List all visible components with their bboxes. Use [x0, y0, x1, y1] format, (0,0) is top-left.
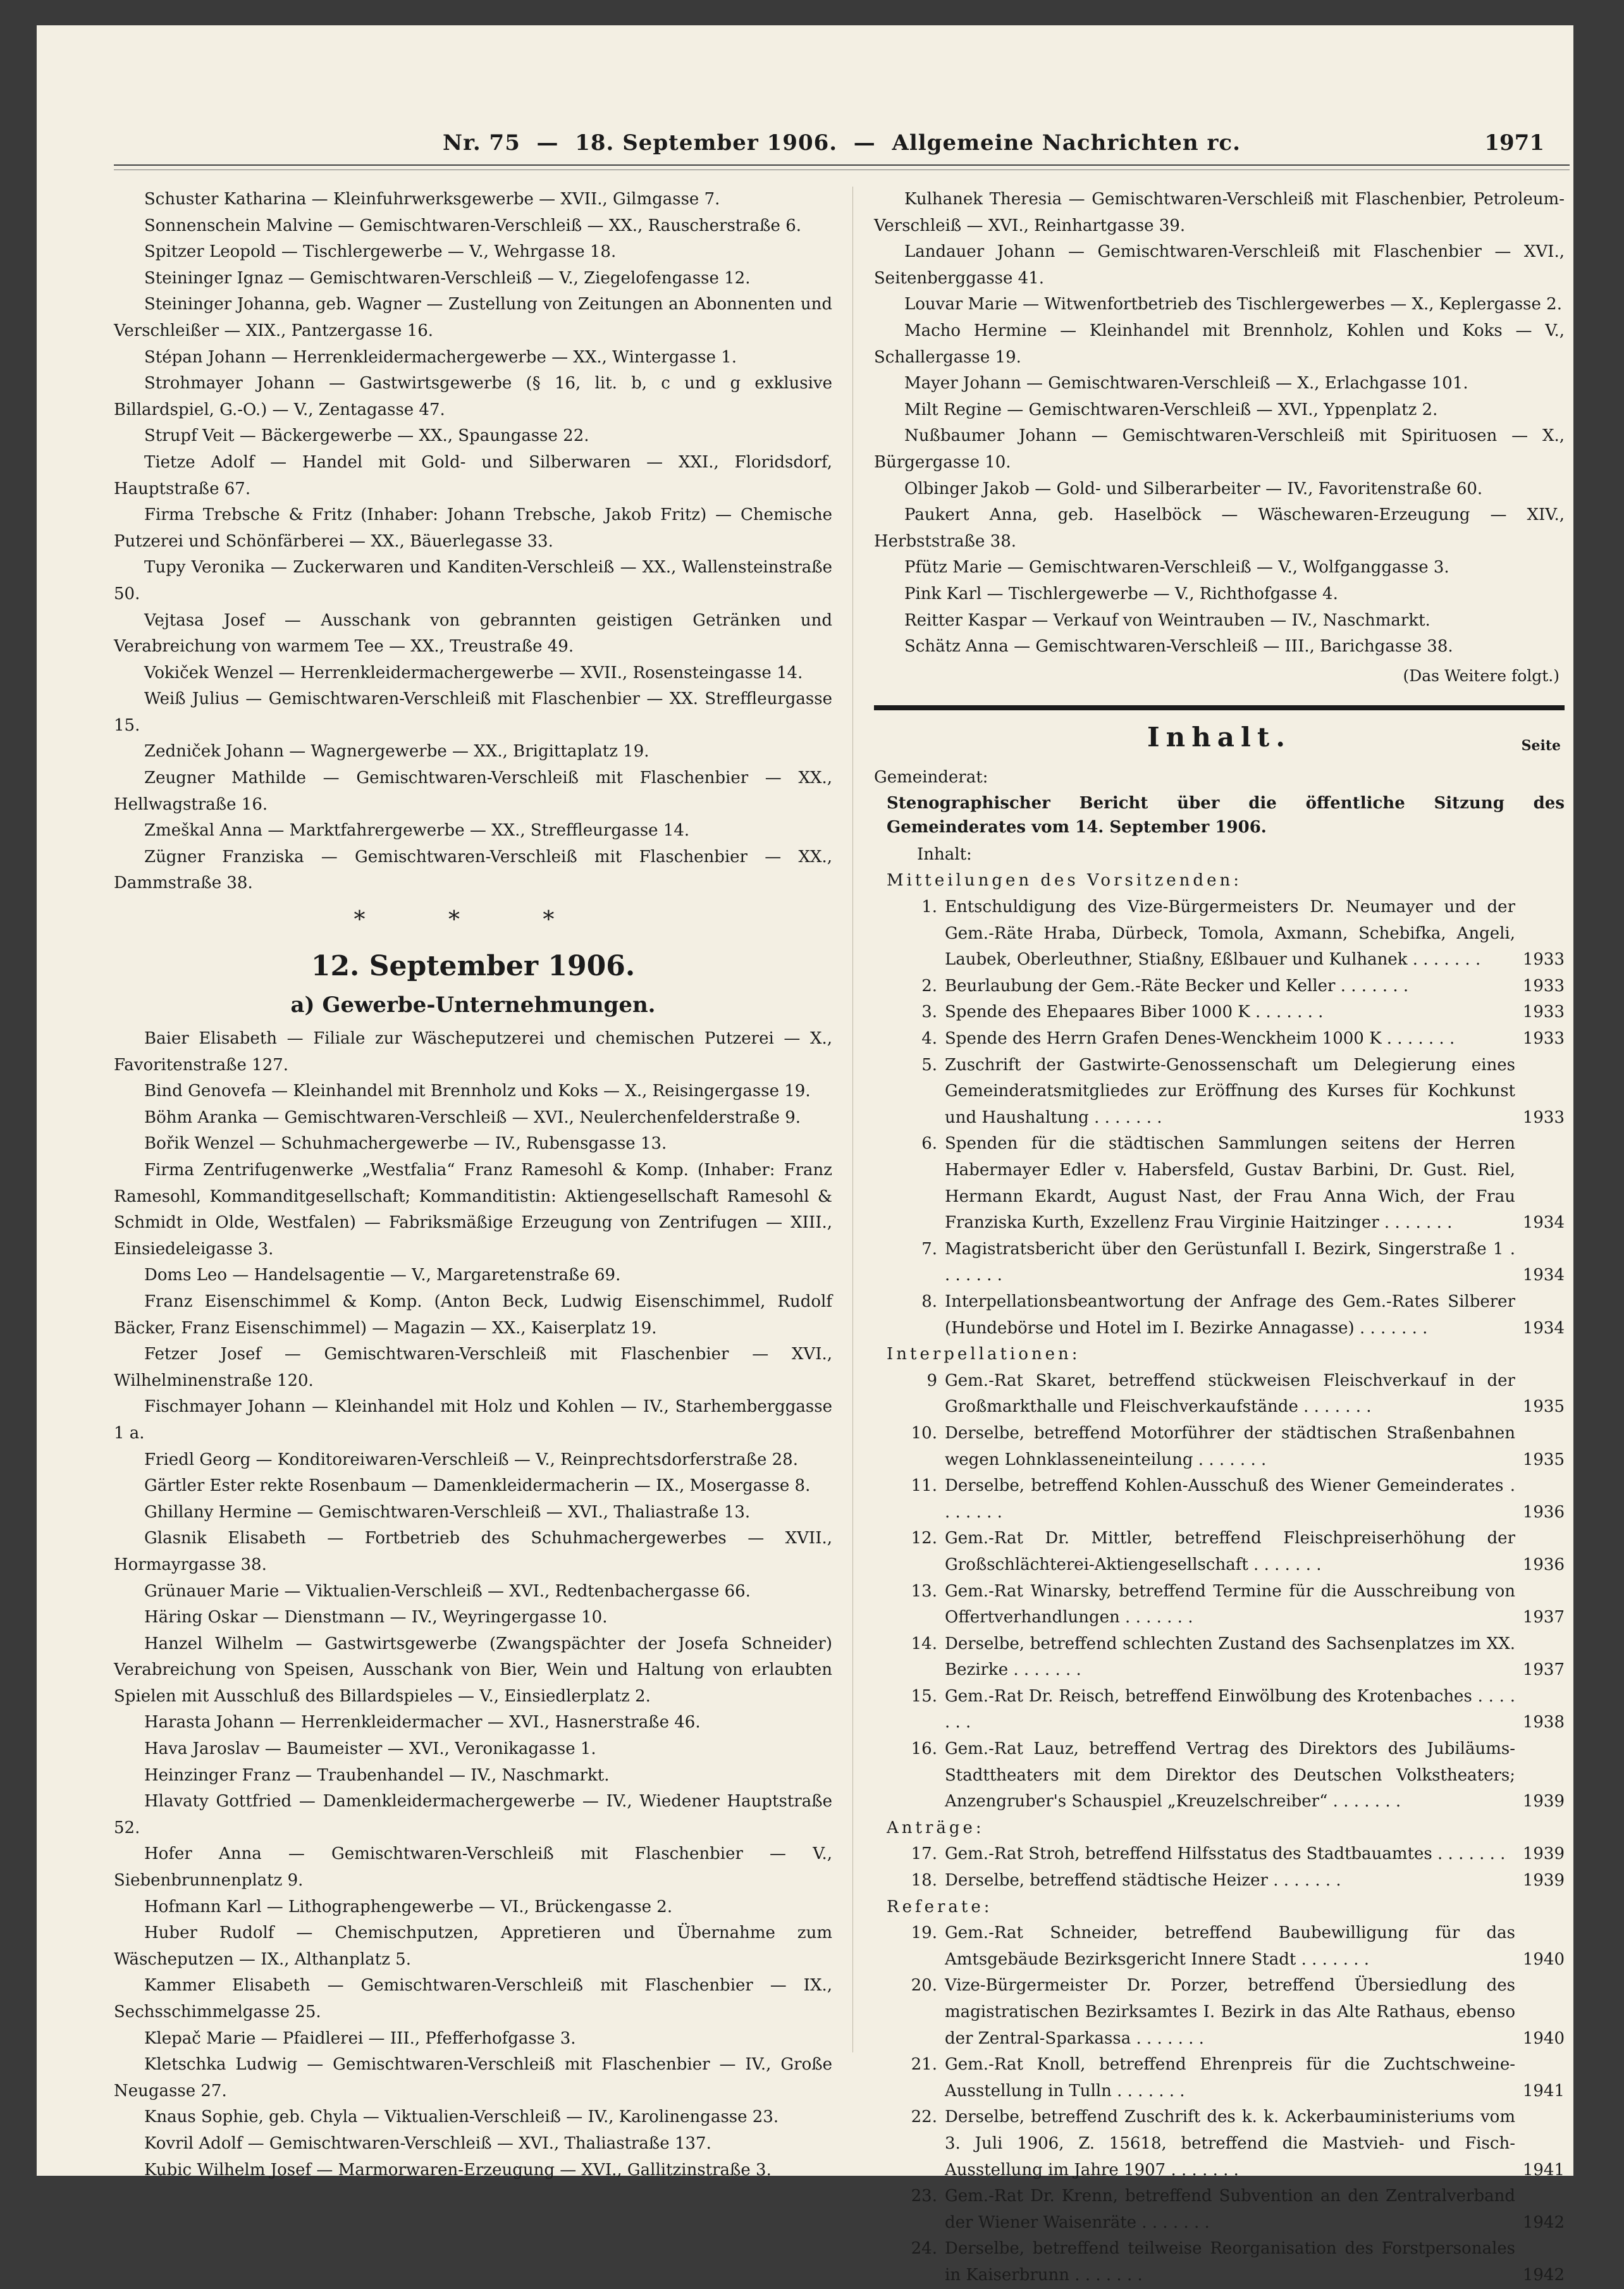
- toc-item: [874, 1579, 1565, 1631]
- register-entry: Zmeškal Anna — Marktfahrergewerbe — XX., Streffleurgasse 14.: [144, 821, 690, 841]
- toc-item: [874, 1868, 1565, 1894]
- register-entry: Baier Elisabeth — Filiale zur Wäscheputzerei und chemischen Putzerei — X., Favoritenstraße 127.: [114, 1029, 832, 1075]
- toc-group-label: Interpellationen:: [887, 1345, 1081, 1364]
- register-entry: Vokiček Wenzel — Herrenkleidermachergewerbe — XVII., Rosensteingasse 14.: [144, 663, 803, 682]
- header-section: Allgemeine Nachrichten rc.: [892, 130, 1241, 156]
- toc-item-number: 10.: [911, 1423, 937, 1443]
- toc-item-number: 6.: [921, 1134, 937, 1154]
- register-entry: Harasta Johann — Herrenkleidermacher — XVI., Hasnerstraße 46.: [144, 1713, 701, 1732]
- toc-item-page: 1941: [1522, 2081, 1565, 2101]
- toc-item-number: 5.: [921, 1055, 937, 1075]
- toc-item: [874, 2104, 1565, 2183]
- register-entry: Gärtler Ester rekte Rosenbaum — Damenkleidermacherin — IX., Mosergasse 8.: [144, 1476, 811, 1496]
- toc-item-number: 22.: [911, 2107, 937, 2127]
- register-entry: Friedl Georg — Konditoreiwaren-Verschleiß — V., Reinprechtsdorferstraße 28.: [144, 1450, 798, 1469]
- toc-item-number: 14.: [911, 1634, 937, 1653]
- toc-item: [874, 1026, 1565, 1052]
- toc-item: [874, 1526, 1565, 1578]
- toc-group-label: Referate:: [887, 1897, 993, 1916]
- toc-item-text: Gem.-Rat Schneider, betreffend Baubewilligung für das Amtsgebäude Bezirksgericht Innere Stadt . . . . . . .: [945, 1923, 1515, 1969]
- register-entry: Heinzinger Franz — Traubenhandel — IV., Naschmarkt.: [144, 1765, 610, 1785]
- toc-item-page: 1942: [1522, 2265, 1565, 2285]
- register-entry: Franz Eisenschimmel & Komp. (Anton Beck, Ludwig Eisenschimmel, Rudolf Bäcker, Franz Eisenschimmel) — Magazin — XX., Kaiserplatz 19.: [114, 1292, 832, 1338]
- toc-item-number: 2.: [921, 976, 937, 996]
- toc-item: [874, 1421, 1565, 1473]
- register-entry: Häring Oskar — Dienstmann — IV., Weyringergasse 10.: [144, 1608, 608, 1627]
- toc-item-text: Derselbe, betreffend städtische Heizer . . . . . . .: [945, 1871, 1341, 1891]
- register-entry: Pink Karl — Tischlergewerbe — V., Richthofgasse 4.: [904, 584, 1338, 603]
- page-header: [114, 121, 1570, 166]
- toc-rule: [874, 705, 1565, 710]
- toc-item-text: Derselbe, betreffend schlechten Zustand des Sachsenplatzes im XX. Bezirke . . . . . . .: [945, 1634, 1515, 1680]
- newspaper-page: [37, 25, 1573, 2285]
- right-entries: [874, 187, 1565, 660]
- toc-item-text: Gem.-Rat Winarsky, betreffend Termine für die Ausschreibung von Offertverhandlungen . . . . . . .: [945, 1581, 1515, 1627]
- register-entry: Kulhanek Theresia — Gemischtwaren-Verschleiß mit Flaschenbier, Petroleum-Verschleiß — XVI., Reinhartgasse 39.: [874, 190, 1565, 235]
- register-entry: Louvar Marie — Witwenfortbetrieb des Tischlergewerbes — X., Keplergasse 2.: [904, 295, 1562, 314]
- toc-item-text: Interpellationsbeantwortung der Anfrage des Gem.-Rates Silberer (Hundebörse und Hotel im I. Bezirke Annagasse) . . . . . . .: [945, 1292, 1515, 1338]
- toc-item-text: Magistratsbericht über den Gerüstunfall I. Bezirk, Singerstraße 1 . . . . . . .: [945, 1239, 1515, 1285]
- toc-item-text: Vize-Bürgermeister Dr. Porzer, betreffend Übersiedlung des magistratischen Bezirksamtes I. Bezirk in das Alte Rathaus, ebenso der Zentral-Sparkassa . . . . . . .: [945, 1976, 1515, 2048]
- toc-item-number: 3.: [921, 1003, 937, 1022]
- toc-item-page: 1937: [1522, 1608, 1565, 1627]
- toc-item-text: Gem.-Rat Dr. Mittler, betreffend Fleischpreiserhöhung der Großschlächterei-Aktiengesellschaft . . . . . . .: [945, 1529, 1515, 1574]
- header-line: Nr. 75 — 18. September 1906. — Allgemeine Nachrichten rc.: [443, 130, 1241, 156]
- register-entry: Glasnik Elisabeth — Fortbetrieb des Schuhmachergewerbes — XVII., Hormayrgasse 38.: [114, 1529, 832, 1574]
- toc-item-number: 23.: [911, 2187, 937, 2206]
- register-entry: Hava Jaroslav — Baumeister — XVI., Veronikagasse 1.: [144, 1739, 596, 1759]
- toc-item-page: 1938: [1522, 1713, 1565, 1732]
- toc-item-page: 1933: [1522, 1029, 1565, 1049]
- header-date: 18. September 1906.: [575, 130, 838, 156]
- toc-item: [874, 1368, 1565, 1421]
- register-entry: Milt Regine — Gemischtwaren-Verschleiß — XVI., Yppenplatz 2.: [904, 400, 1438, 419]
- toc-item: [874, 1841, 1565, 1868]
- register-entry: Bind Genovefa — Kleinhandel mit Brennholz und Koks — X., Reisingergasse 19.: [144, 1082, 811, 1101]
- toc-item-page: 1937: [1522, 1660, 1565, 1680]
- toc-item-text: Gem.-Rat Dr. Krenn, betreffend Subvention an den Zentralverband der Wiener Waisenräte . . . . . . .: [945, 2187, 1515, 2232]
- toc-item-page: 1941: [1522, 2160, 1565, 2180]
- toc-item-text: Spenden für die städtischen Sammlungen seitens der Herren Habermayer Edler v. Habersfeld, Gustav Barbini, Dr. Gust. Riel, Hermann Ekardt, August Nast, der Frau Anna Wich, der Frau Franziska Kurth, Exzellenz Frau Virginie Haitzinger . . . . . . .: [945, 1134, 1515, 1233]
- toc-item-page: 1933: [1522, 950, 1565, 970]
- toc-title: Inhalt.: [1147, 722, 1291, 753]
- toc-item-number: 20.: [911, 1976, 937, 1996]
- toc-item-text: Derselbe, betreffend Motorführer der städtischen Straßenbahnen wegen Lohnklasseneinteilung . . . . . . .: [945, 1423, 1515, 1469]
- toc-item: [874, 999, 1565, 1026]
- register-entry: Kovril Adolf — Gemischtwaren-Verschleiß — XVI., Thaliastraße 137.: [144, 2133, 711, 2153]
- toc-item-text: Spende des Herrn Grafen Denes-Wenckheim 1000 K . . . . . . .: [945, 1029, 1455, 1049]
- toc-item: [874, 1920, 1565, 1973]
- toc-inhalt-label: Inhalt:: [917, 844, 972, 864]
- register-entry: Hofmann Karl — Lithographengewerbe — VI., Brückengasse 2.: [144, 1897, 673, 1916]
- toc-item: [874, 2236, 1565, 2288]
- toc-item-text: Gem.-Rat Dr. Reisch, betreffend Einwölbung des Krotenbaches . . . . . . .: [945, 1686, 1515, 1732]
- toc-item-text: Spende des Ehepaares Biber 1000 K . . . . . . .: [945, 1003, 1324, 1022]
- toc-item-text: Derselbe, betreffend teilweise Reorganisation des Forstpersonales in Kaiserbrunn . . . . . . .: [945, 2239, 1515, 2285]
- left-entries-top: [114, 187, 832, 897]
- toc-item: [874, 973, 1565, 1000]
- register-entry: Paukert Anna, geb. Haselböck — Wäschewaren-Erzeugung — XIV., Herbststraße 38.: [874, 505, 1565, 551]
- register-entry: Hlavaty Gottfried — Damenkleidermachergewerbe — IV., Wiedener Hauptstraße 52.: [114, 1792, 832, 1837]
- register-entry: Kammer Elisabeth — Gemischtwaren-Verschleiß mit Flaschenbier — IX., Sechsschimmelgasse 25.: [114, 1976, 832, 2021]
- register-entry: Vejtasa Josef — Ausschank von gebrannten geistigen Getränken und Verabreichung von warmem Tee — XX., Treustraße 49.: [114, 610, 832, 657]
- toc-item: [874, 1289, 1565, 1342]
- register-entry: Steininger Ignaz — Gemischtwaren-Verschleiß — V., Ziegelofengasse 12.: [144, 268, 751, 288]
- register-entry: Macho Hermine — Kleinhandel mit Brennholz, Kohlen und Koks — V., Schallergasse 19.: [874, 321, 1565, 367]
- section-stars: * * *: [354, 907, 593, 934]
- toc-item-number: 21.: [911, 2055, 937, 2075]
- toc-item-page: 1934: [1522, 1213, 1565, 1233]
- register-entry: Kubic Wilhelm Josef — Marmorwaren-Erzeugung — XVI., Gallitzinstraße 3.: [144, 2160, 772, 2180]
- toc-item-number: 17.: [911, 1844, 937, 1864]
- toc-item: [874, 1973, 1565, 2052]
- register-entry: Bořik Wenzel — Schuhmachergewerbe — IV., Rubensgasse 13.: [144, 1134, 667, 1154]
- toc-report-title: Stenographischer Bericht über die öffentliche Sitzung des Gemeinderates vom 14. September 1906.: [887, 793, 1565, 837]
- register-entry: Firma Trebsche & Fritz (Inhaber: Johann Trebsche, Jakob Fritz) — Chemische Putzerei und Schönfärberei — XX., Bäuerlegasse 33.: [114, 505, 832, 551]
- right-column: [874, 187, 1565, 2289]
- toc-page-label: Seite: [1521, 737, 1561, 755]
- toc-group-label: Anträge:: [887, 1818, 985, 1837]
- register-entry: Reitter Kaspar — Verkauf von Weintrauben — IV., Naschmarkt.: [904, 610, 1430, 630]
- toc-item: [874, 1684, 1565, 1736]
- date-heading: 12. September 1906.: [311, 950, 636, 983]
- register-entry: Zügner Franziska — Gemischtwaren-Verschleiß mit Flaschenbier — XX., Dammstraße 38.: [114, 847, 832, 893]
- toc-item-number: 4.: [921, 1029, 937, 1049]
- header-page-number: 1971: [1484, 130, 1544, 156]
- header-rule: [114, 164, 1570, 170]
- toc-item: [874, 894, 1565, 973]
- toc-item-page: 1935: [1522, 1450, 1565, 1469]
- toc-item-page: 1939: [1522, 1871, 1565, 1891]
- register-entry: Sonnenschein Malvine — Gemischtwaren-Verschleiß — XX., Rauscherstraße 6.: [144, 216, 801, 235]
- toc-item-text: Derselbe, betreffend Kohlen-Ausschuß des Wiener Gemeinderates . . . . . . .: [945, 1476, 1515, 1522]
- register-entry: Schuster Katharina — Kleinfuhrwerksgewerbe — XVII., Gilmgasse 7.: [144, 190, 720, 209]
- toc-section: Gemeinderat:: [874, 768, 988, 787]
- toc-item-page: 1936: [1522, 1555, 1565, 1574]
- register-entry: Kletschka Ludwig — Gemischtwaren-Verschleiß mit Flaschenbier — IV., Große Neugasse 27.: [114, 2055, 832, 2101]
- register-entry: Huber Rudolf — Chemischputzen, Appretieren und Übernahme zum Wäscheputzen — IX., Althanplatz 5.: [114, 1923, 832, 1969]
- register-entry: Weiß Julius — Gemischtwaren-Verschleiß mit Flaschenbier — XX. Streffleurgasse 15.: [114, 689, 832, 735]
- toc-item-number: 11.: [911, 1476, 937, 1496]
- register-entry: Firma Zentrifugenwerke „Westfalia“ Franz Ramesohl & Komp. (Inhaber: Franz Ramesohl, Kommanditgesellschaft; Kommanditistin: Aktiengesellschaft Ramesohl & Schmidt in Olde, Westfalen) — Fabriksmäßige Erzeugung von Zentrifugen — XIII., Einsiedeleigasse 3.: [114, 1161, 832, 1259]
- toc-item-page: 1939: [1522, 1792, 1565, 1811]
- register-entry: Hofer Anna — Gemischtwaren-Verschleiß mit Flaschenbier — V., Siebenbrunnenplatz 9.: [114, 1844, 832, 1891]
- toc-item: [874, 2183, 1565, 2236]
- register-entry: Doms Leo — Handelsagentie — V., Margaretenstraße 69.: [144, 1266, 621, 1285]
- register-entry: Pfütz Marie — Gemischtwaren-Verschleiß — V., Wolfganggasse 3.: [904, 558, 1449, 577]
- toc-item-page: 1933: [1522, 976, 1565, 996]
- register-entry: Hanzel Wilhelm — Gastwirtsgewerbe (Zwangspächter der Josefa Schneider) Verabreichung von Speisen, Ausschank von Bier, Wein und Haltung von erlaubten Spielen mit Ausschluß des Billardspieles — V., Einsiedlerplatz 2.: [114, 1634, 832, 1706]
- toc-item-number: 19.: [911, 1923, 937, 1943]
- toc-item-number: 9: [926, 1371, 937, 1390]
- toc-item-page: 1940: [1522, 1949, 1565, 1969]
- toc-item-number: 16.: [911, 1739, 937, 1759]
- register-entry: Grünauer Marie — Viktualien-Verschleiß — XVI., Redtenbachergasse 66.: [144, 1581, 751, 1601]
- register-entry: Landauer Johann — Gemischtwaren-Verschleiß mit Flaschenbier — XVI., Seitenberggasse 41.: [874, 242, 1565, 288]
- register-entry: Steininger Johanna, geb. Wagner — Zustellung von Zeitungen an Abonnenten und Verschleißer — XIX., Pantzergasse 16.: [114, 295, 832, 340]
- toc-item-page: 1934: [1522, 1266, 1565, 1285]
- register-entry: Mayer Johann — Gemischtwaren-Verschleiß — X., Erlachgasse 101.: [904, 374, 1468, 393]
- further-note: (Das Weitere folgt.): [1403, 666, 1559, 685]
- toc-item: [874, 1237, 1565, 1289]
- toc-item: [874, 1052, 1565, 1132]
- toc-item: [874, 2052, 1565, 2104]
- toc-title-row: [874, 724, 1565, 765]
- register-entry: Tietze Adolf — Handel mit Gold- und Silberwaren — XXI., Floridsdorf, Hauptstraße 67.: [114, 452, 832, 498]
- register-entry: Ghillany Hermine — Gemischtwaren-Verschleiß — XVI., Thaliastraße 13.: [144, 1502, 751, 1522]
- toc-item-text: Gem.-Rat Skaret, betreffend stückweisen Fleischverkauf in der Großmarkthalle und Fleischverkaufstände . . . . . . .: [945, 1371, 1515, 1417]
- register-entry: Klepač Marie — Pfaidlerei — III., Pfefferhofgasse 3.: [144, 2028, 576, 2048]
- register-entry: Strohmayer Johann — Gastwirtsgewerbe (§ 16, lit. b, c und g exklusive Billardspiel, G.-O.) — V., Zentagasse 47.: [114, 374, 832, 419]
- toc-item: [874, 1473, 1565, 1526]
- toc-item-text: Gem.-Rat Knoll, betreffend Ehrenpreis für die Zuchtschweine-Ausstellung in Tulln . . . . . . .: [945, 2055, 1515, 2101]
- register-entry: Schätz Anna — Gemischtwaren-Verschleiß — III., Barichgasse 38.: [904, 637, 1453, 657]
- header-issue: Nr. 75: [443, 130, 520, 156]
- register-entry: Strupf Veit — Bäckergewerbe — XX., Spaungasse 22.: [144, 426, 589, 446]
- toc-groups: [874, 868, 1565, 2288]
- column-divider: [852, 187, 853, 2052]
- toc-item-number: 7.: [921, 1239, 937, 1259]
- register-entry: Böhm Aranka — Gemischtwaren-Verschleiß — XVI., Neulerchenfelderstraße 9.: [144, 1107, 801, 1127]
- sub-heading: a) Gewerbe-Unternehmungen.: [290, 992, 656, 1018]
- toc-item-number: 24.: [911, 2239, 937, 2259]
- toc-item-number: 8.: [921, 1292, 937, 1311]
- register-entry: Spitzer Leopold — Tischlergewerbe — V., Wehrgasse 18.: [144, 242, 617, 262]
- register-entry: Fischmayer Johann — Kleinhandel mit Holz und Kohlen — IV., Starhemberggasse 1 a.: [114, 1397, 832, 1443]
- register-entry: Zedniček Johann — Wagnergewerbe — XX., Brigittaplatz 19.: [144, 742, 649, 762]
- toc-item: [874, 1736, 1565, 1815]
- toc-item-text: Gem.-Rat Lauz, betreffend Vertrag des Direktors des Jubiläums-Stadttheaters mit dem Direktor des Deutschen Volkstheaters; Anzengruber's Schauspiel „Kreuzelschreiber“ . . . . . . .: [945, 1739, 1515, 1811]
- toc-item-text: Derselbe, betreffend Zuschrift des k. k. Ackerbauministeriums vom 3. Juli 1906, Z. 15618, betreffend die Mastvieh- und Fisch-Ausstellung im Jahre 1907 . . . . . . .: [945, 2107, 1515, 2180]
- register-entry: Nußbaumer Johann — Gemischtwaren-Verschleiß mit Spirituosen — X., Bürgergasse 10.: [874, 426, 1565, 472]
- toc-item-page: 1940: [1522, 2028, 1565, 2048]
- left-column: [114, 187, 832, 2183]
- toc-item-number: 18.: [911, 1871, 937, 1891]
- toc-group-label: Mitteilungen des Vorsitzenden:: [887, 871, 1242, 891]
- toc-item-page: 1939: [1522, 1844, 1565, 1864]
- toc-item-number: 1.: [921, 898, 937, 917]
- left-entries-bottom: [114, 1026, 832, 2183]
- toc-item-page: 1936: [1522, 1502, 1565, 1522]
- toc-item-text: Gem.-Rat Stroh, betreffend Hilfsstatus des Stadtbauamtes . . . . . . .: [945, 1844, 1506, 1864]
- toc-item-page: 1942: [1522, 2212, 1565, 2232]
- register-entry: Tupy Veronika — Zuckerwaren und Kanditen-Verschleiß — XX., Wallensteinstraße 50.: [114, 558, 832, 603]
- toc-item-text: Entschuldigung des Vize-Bürgermeisters Dr. Neumayer und der Gem.-Räte Hraba, Dürbeck, Tomola, Axmann, Schebifka, Angeli, Laubek, Oberleuthner, Stiaßny, Eßlbauer und Kulhanek . . . . . . .: [945, 898, 1515, 970]
- toc-item-page: 1934: [1522, 1318, 1565, 1338]
- toc-item-text: Beurlaubung der Gem.-Räte Becker und Keller . . . . . . .: [945, 976, 1409, 996]
- toc-item-number: 13.: [911, 1581, 937, 1601]
- toc-item-number: 15.: [911, 1686, 937, 1706]
- register-entry: Olbinger Jakob — Gold- und Silberarbeiter — IV., Favoritenstraße 60.: [904, 479, 1483, 498]
- toc-item-page: 1935: [1522, 1397, 1565, 1417]
- toc-item: [874, 1131, 1565, 1236]
- register-entry: Fetzer Josef — Gemischtwaren-Verschleiß mit Flaschenbier — XVI., Wilhelminenstraße 120.: [114, 1345, 832, 1390]
- register-entry: Knaus Sophie, geb. Chyla — Viktualien-Verschleiß — IV., Karolinengasse 23.: [144, 2107, 779, 2127]
- toc-item-page: 1933: [1522, 1003, 1565, 1022]
- register-entry: Zeugner Mathilde — Gemischtwaren-Verschleiß mit Flaschenbier — XX., Hellwagstraße 16.: [114, 768, 832, 814]
- toc-item-number: 12.: [911, 1529, 937, 1548]
- toc-item-text: Zuschrift der Gastwirte-Genossenschaft um Delegierung eines Gemeinderatsmitgliedes zur Eröffnung des Kurses für Kochkunst und Haushaltung . . . . . . .: [945, 1055, 1515, 1127]
- toc-item: [874, 1631, 1565, 1684]
- toc-item-page: 1933: [1522, 1107, 1565, 1127]
- register-entry: Stépan Johann — Herrenkleidermachergewerbe — XX., Wintergasse 1.: [144, 347, 737, 367]
